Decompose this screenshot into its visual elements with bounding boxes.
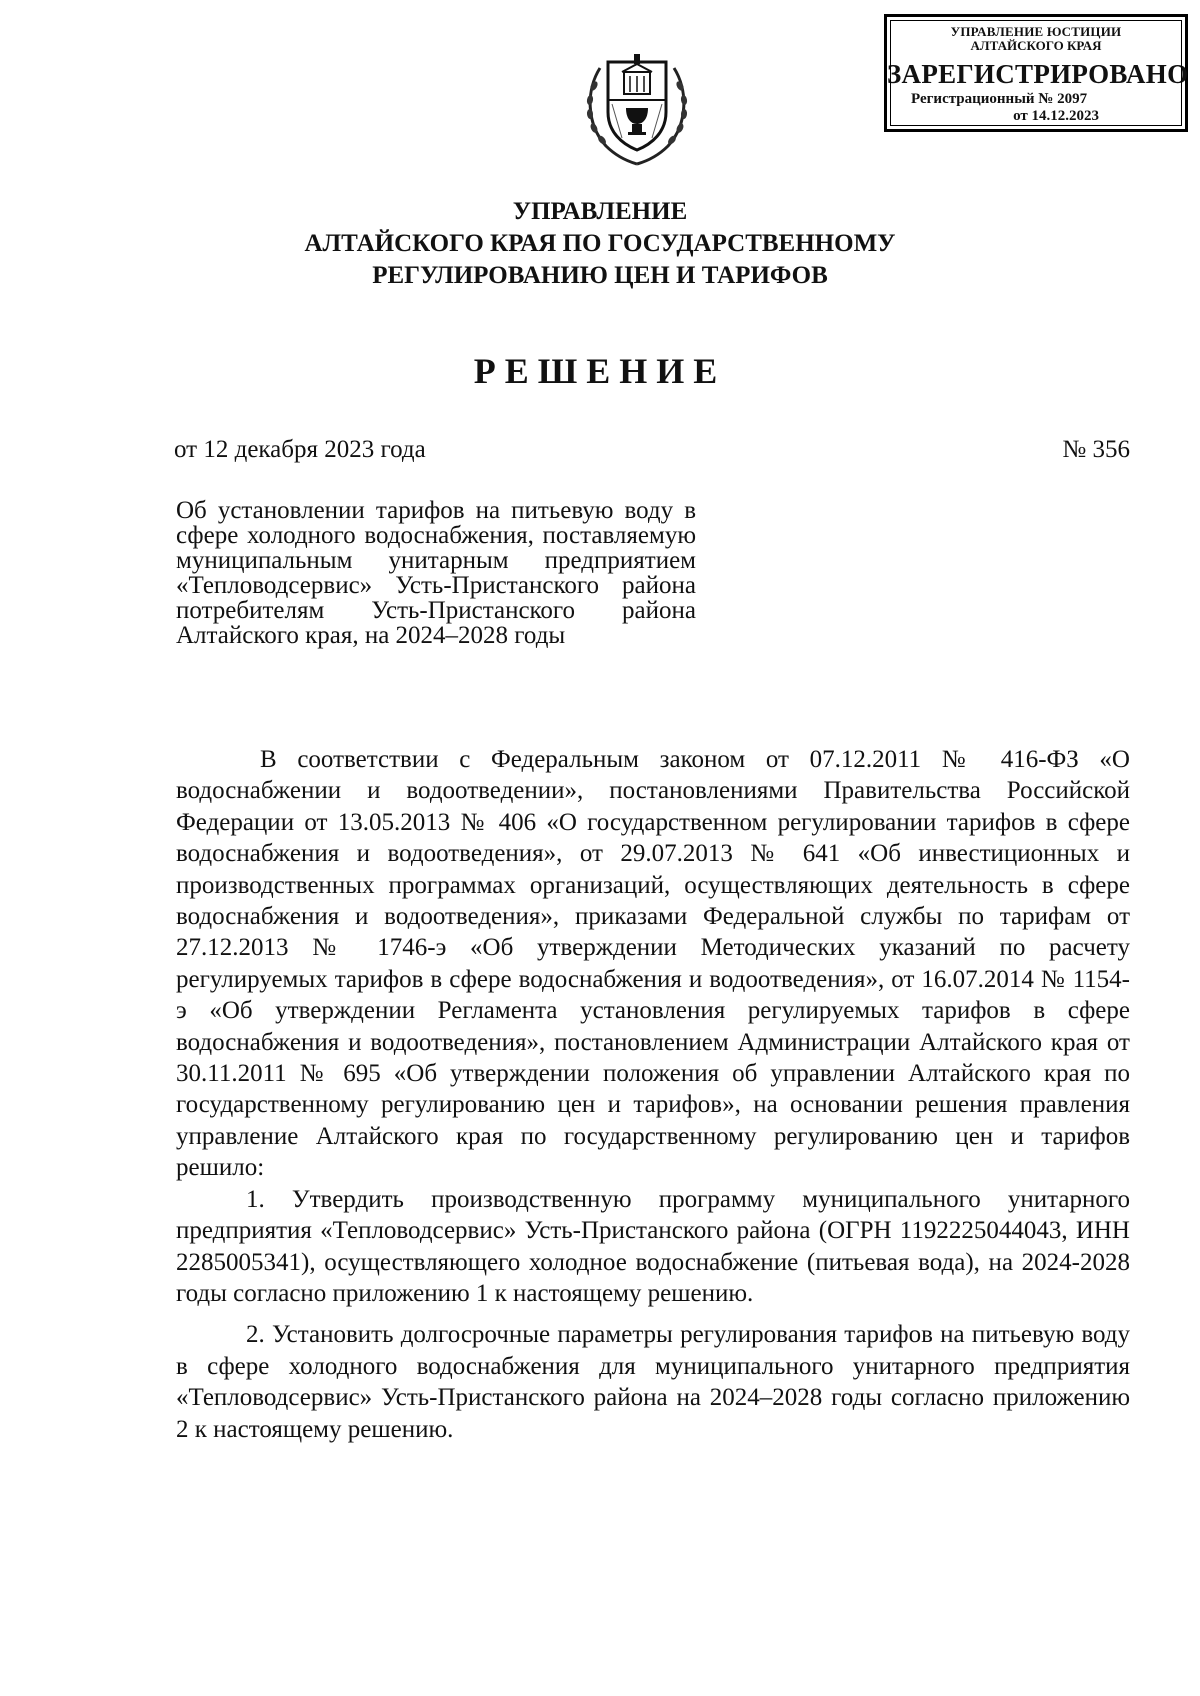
decision-subject: Об установлении тарифов на питьевую воду в сфере холодного водоснабжения, поставляемую муниципальным унитарным предприятием «Тепловодсервис» Усть-Пристанского района потребителям Усть-Пристанского района Алтайского края, на 2024–2028 годы (176, 497, 696, 649)
authority-line-2: АЛТАЙСКОГО КРАЯ ПО ГОСУДАРСТВЕННОМУ (304, 230, 896, 257)
authority-line-3: РЕГУЛИРОВАНИЮ ЦЕН И ТАРИФОВ (372, 262, 828, 289)
stamp-status: ЗАРЕГИСТРИРОВАНО (887, 59, 1189, 89)
stamp-org-line2: АЛТАЙСКОГО КРАЯ (970, 38, 1102, 53)
stamp-registration-number: Регистрационный № 2097 (911, 91, 1088, 107)
authority-line-1: УПРАВЛЕНИЕ (512, 198, 688, 225)
document-type-title: РЕШЕНИЕ (473, 351, 727, 391)
preamble-paragraph: В соответствии с Федеральным законом от 07.12.2011 № 416-ФЗ «О водоснабжении и водоотведении», постановлениями Правительства Российской Федерации от 13.05.2013 № 406 «О государственном регулировании тарифов в сфере водоснабжения и водоотведения», от 29.07.2013 № 641 «Об инвестиционных и производственных программах организаций, осуществляющих деятельность в сфере водоснабжения и водоотведения», приказами Федеральной службы по тарифам от 27.12.2013 № 1746-э «Об утверждении Методических указаний по расчету регулируемых тарифов в сфере водоснабжения и водоотведения», от 16.07.2014 № 1154-э «Об утверждении Регламента установления регулируемых тарифов в сфере водоснабжения и водоотведения», постановлением Администрации Алтайского края от 30.11.2011 № 695 «Об утверждении положения об управлении Алтайского края по государственному регулированию цен и тарифов», на основании решения правления управление Алтайского края по государственному регулированию цен и тарифов решило: (176, 746, 1130, 1182)
decision-date: от 12 декабря 2023 года (174, 436, 426, 463)
registration-stamp (884, 14, 1188, 132)
resolution-item-2: 2. Установить долгосрочные параметры регулирования тарифов на питьевую воду в сфере холодного водоснабжения для муниципального унитарного предприятия «Тепловодсервис» Усть-Пристанского района на 2024–2028 годы согласно приложению 2 к настоящему решению. (176, 1321, 1130, 1443)
stamp-inner-border (890, 20, 1182, 126)
stamp-org-line1: УПРАВЛЕНИЕ ЮСТИЦИИ (950, 24, 1122, 39)
issuing-authority (0, 196, 1200, 292)
decision-body (176, 744, 1130, 1445)
stamp-date: от 14.12.2023 (1013, 108, 1099, 124)
decision-number: № 356 (1062, 436, 1130, 463)
coat-of-arms-icon (578, 38, 696, 170)
resolution-item-1: 1. Утвердить производственную программу муниципального унитарного предприятия «Тепловодсервис» Усть-Пристанского района (ОГРН 1192225044043, ИНН 2285005341), осуществляющего холодное водоснабжение (питьевая вода), на 2024-2028 годы согласно приложению 1 к настоящему решению. (176, 1185, 1130, 1307)
